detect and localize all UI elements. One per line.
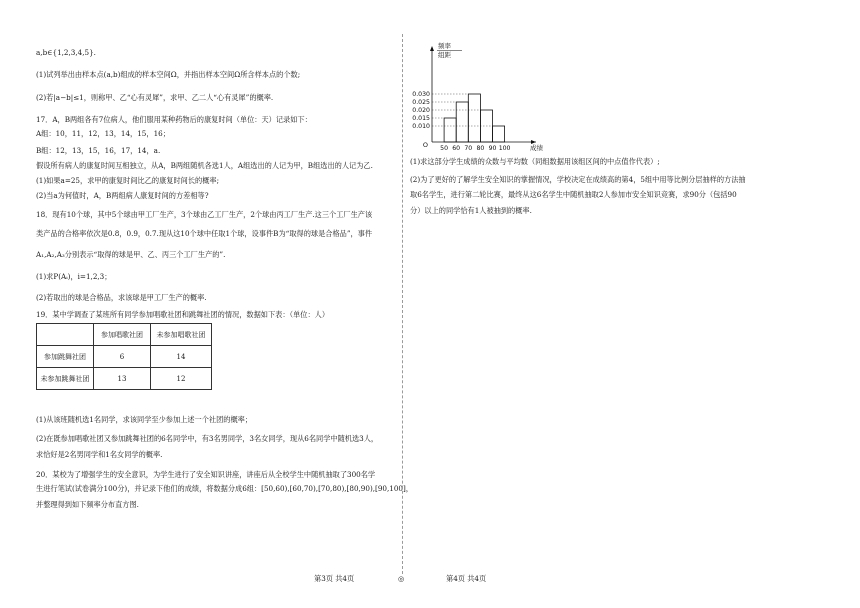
text-line: (1)如果a=25，求甲的康复时间比乙的康复时间长的概率; — [36, 176, 219, 185]
text-line: 生进行笔试(试卷满分100分)，并记录下他们的成绩，将数据分成6组：[50,60),[60,70),[70,80),[80,90),[90,100]， — [36, 484, 413, 493]
x-tick-label: 70 — [464, 145, 473, 152]
question-20: 20．某校为了增强学生的安全意识，为学生进行了安全知识讲座，讲座后从全校学生中随机抽取了300名学 — [36, 470, 376, 479]
text-line: (2)在既参加唱歌社团又参加跳舞社团的6名同学中，有3名男同学，3名女同学，现从6名同学中随机选3人， — [36, 434, 379, 443]
footer-mark: ◎ — [398, 574, 405, 583]
page-number-right: 第4页 共4页 — [446, 574, 487, 583]
text-line: 类产品的合格率依次是0.8，0.9，0.7.现从这10个球中任取1个球，设事件B为“取得的球是合格品”，事件 — [36, 229, 373, 238]
table-cell: 13 — [94, 368, 151, 390]
question-17: 17．A，B两组各有7位病人，他们服用某种药物后的康复时间（单位：天）记录如下： — [36, 115, 312, 124]
text-line: 取6名学生，进行第二轮比赛，最终从这6名学生中随机抽取2人参加市安全知识竞赛，求90分（包括90 — [410, 190, 737, 199]
table-row — [37, 324, 212, 346]
question-18: 18．现有10个球，其中5个球由甲工厂生产，3个球由乙工厂生产，2个球由丙工厂生产.这三个工厂生产该 — [36, 210, 373, 219]
text-line: a,b∈{1,2,3,4,5}. — [36, 48, 96, 57]
text-line: A组：10，11，12，13，14，15，16； — [36, 129, 170, 138]
table-cell: 14 — [151, 346, 212, 368]
text-line: 假设所有病人的康复时间互相独立，从A，B两组随机各选1人，A组选出的人记为甲，B组选出的人记为乙. — [36, 161, 373, 170]
origin-label: O — [422, 141, 428, 149]
text-line: (1)求这部分学生成绩的众数与平均数（同组数据用该组区间的中点值作代表）; — [410, 157, 660, 166]
histogram-bar — [444, 118, 456, 142]
x-tick-label: 60 — [452, 145, 461, 152]
table-row — [37, 368, 212, 390]
table-row — [37, 346, 212, 368]
text-line: (2)若|a−b|≤1，则称甲、乙“心有灵犀”，求甲、乙二人“心有灵犀”的概率. — [36, 93, 274, 102]
table-row-header: 参加跳舞社团 — [37, 346, 94, 368]
text-line: (1)试列举出由样本点(a,b)组成的样本空间Ω，并指出样本空间Ω所含样本点的个数; — [36, 70, 301, 79]
y-tick-label: 0.010 — [412, 123, 430, 131]
table-header-cell: 未参加唱歌社团 — [151, 324, 212, 346]
text-line: (1)从该班随机选1名同学，求该同学至少参加上述一个社团的概率； — [36, 415, 253, 424]
y-axis-label-top: 频率 — [438, 42, 451, 50]
column-divider — [402, 34, 403, 574]
frequency-histogram — [410, 40, 543, 152]
x-tick-label: 90 — [488, 145, 497, 152]
table-row-header: 未参加跳舞社团 — [37, 368, 94, 390]
text-line: B组：12，13，15，16，17，14，a. — [36, 146, 161, 155]
text-line: 分）以上的同学恰有1人被抽到的概率. — [410, 206, 532, 215]
y-axis-label-bottom: 组距 — [438, 51, 451, 59]
text-line: (1)求P(Aᵢ)，i=1,2,3； — [36, 272, 112, 281]
table-header-cell: 参加唱歌社团 — [94, 324, 151, 346]
x-tick-label: 50 — [440, 145, 449, 152]
histogram-bar — [468, 94, 480, 142]
question-19: 19．某中学调查了某班所有同学参加唱歌社团和跳舞社团的情况，数据如下表：（单位：人） — [36, 310, 330, 319]
page-number-left: 第3页 共4页 — [314, 574, 355, 583]
table-cell: 6 — [94, 346, 151, 368]
x-tick-label: 80 — [476, 145, 485, 152]
table-cell: 12 — [151, 368, 212, 390]
y-tick-label: 0.020 — [412, 107, 430, 115]
y-tick-label: 0.025 — [412, 99, 430, 107]
text-line: (2)当a为何值时，A，B两组病人康复时间的方差相等? — [36, 191, 209, 200]
text-line: (2)为了更好的了解学生安全知识的掌握情况，学校决定在成绩高的第4，5组中用等比例分层抽样的方法抽 — [410, 175, 746, 184]
y-tick-label: 0.015 — [412, 115, 430, 123]
table-cell — [37, 324, 94, 346]
histogram-bar — [493, 126, 505, 142]
text-line: A₁,A₂,A₃分别表示“取得的球是甲、乙、丙三个工厂生产的”. — [36, 250, 226, 259]
histogram-bar — [456, 102, 468, 142]
text-line: 求恰好是2名男同学和1名女同学的概率. — [36, 450, 163, 459]
x-tick-label: 100 — [498, 145, 511, 152]
y-tick-label: 0.030 — [412, 91, 430, 99]
text-line: (2)若取出的球是合格品，求该球是甲工厂生产的概率. — [36, 293, 207, 302]
x-axis-label: 成绩 — [530, 144, 543, 152]
y-axis-arrow — [430, 46, 434, 51]
club-table — [36, 323, 212, 390]
text-line: 并整理得到如下频率分布直方图. — [36, 500, 139, 509]
